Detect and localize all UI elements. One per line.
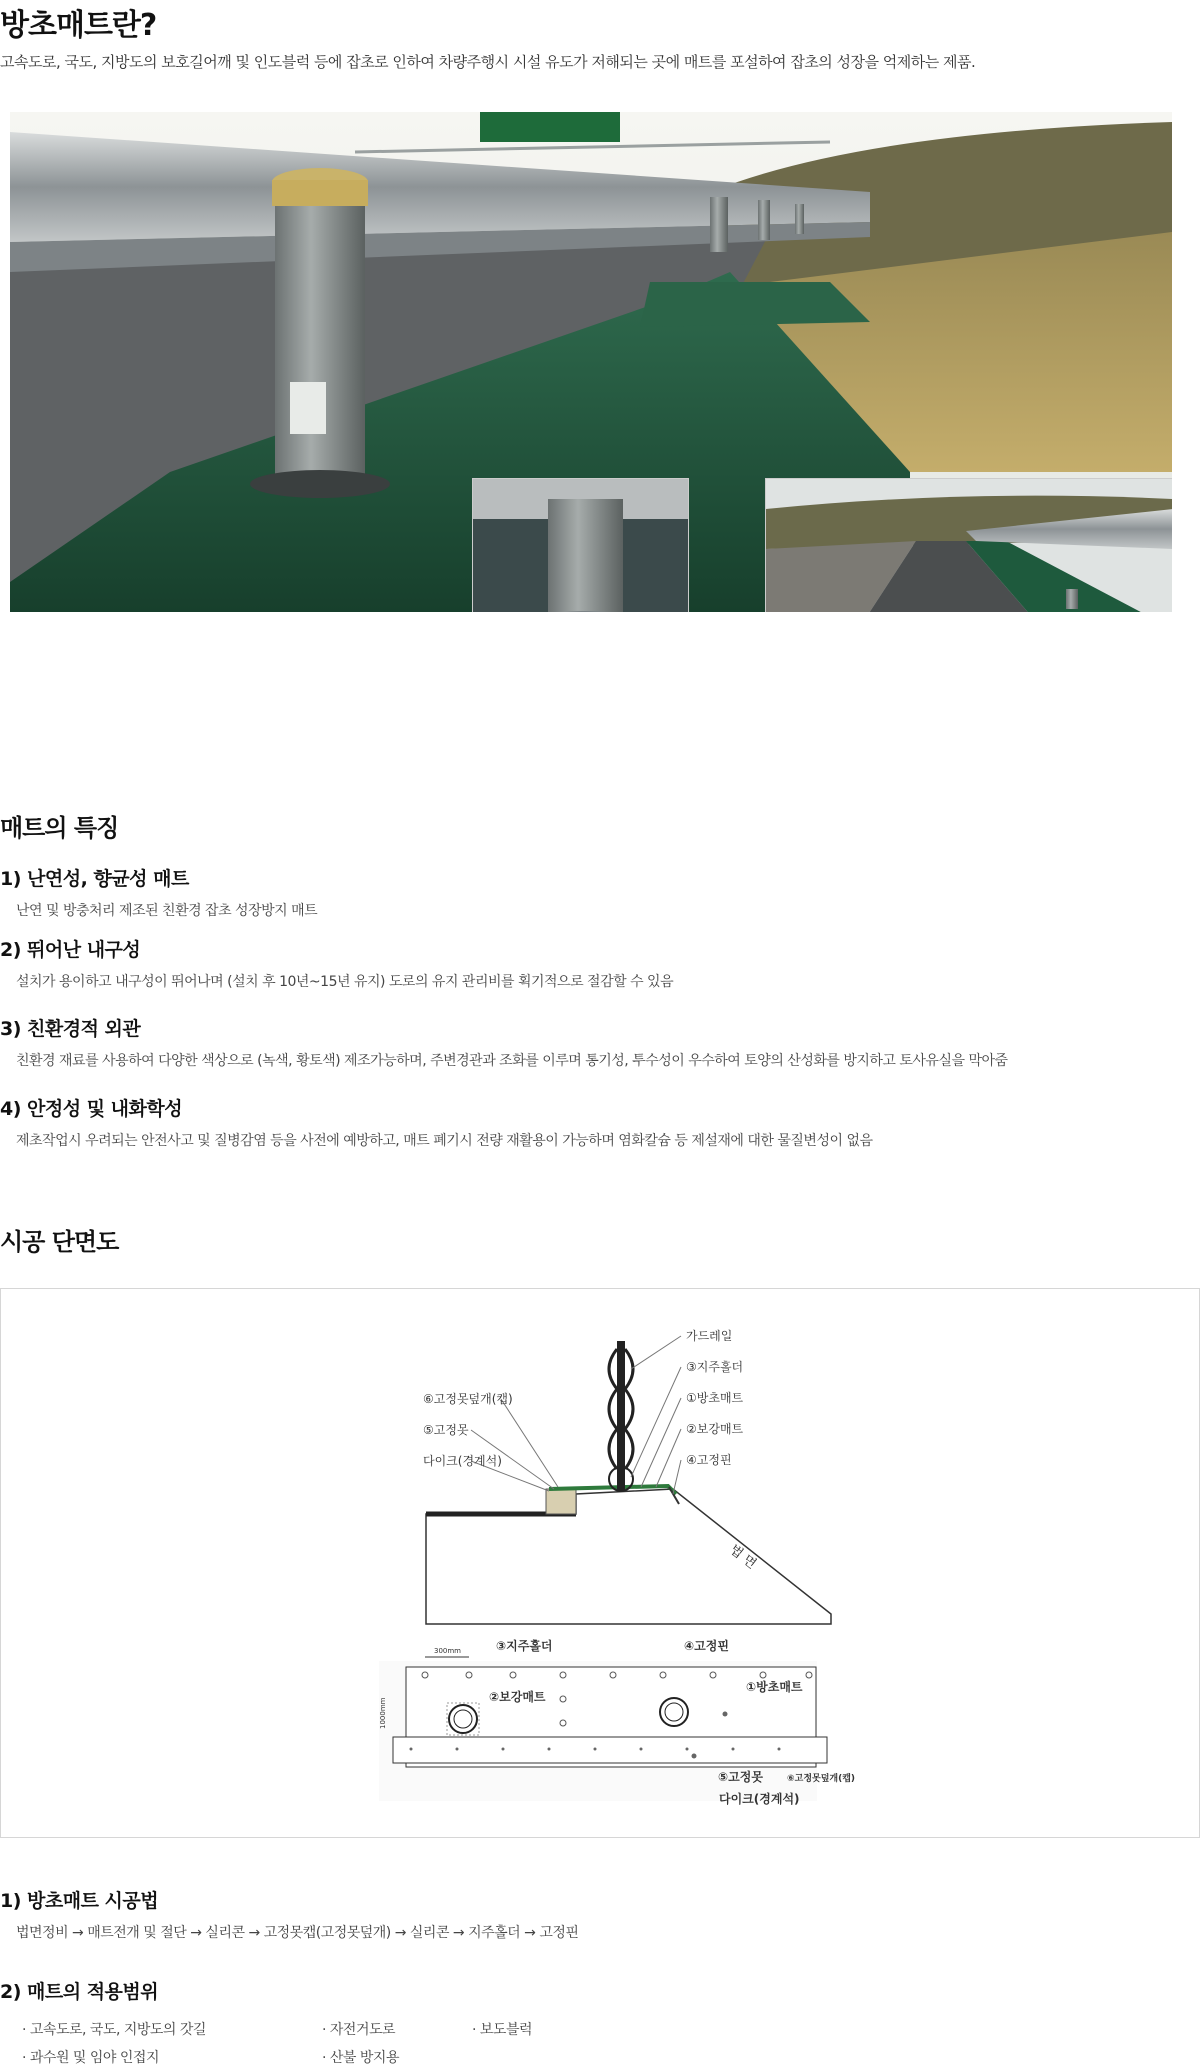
- label-reinforce: ②보강매트: [686, 1422, 744, 1436]
- hero-photo: [10, 112, 1172, 612]
- feature-title-4: 4) 안정성 및 내화학성: [0, 1098, 183, 1120]
- method-steps: 법면정비 → 매트전개 및 절단 → 실리콘 → 고정못캡(고정못덮개) → 실리콘 → 지주홀더 → 고정핀: [16, 1925, 579, 1941]
- label-pin: ④고정핀: [686, 1453, 732, 1467]
- label-holder: ③지주홀더: [686, 1360, 744, 1374]
- cross-section-heading: 시공 단면도: [0, 1228, 119, 1256]
- plan-label-mat: ①방초매트: [746, 1680, 803, 1694]
- scope-title: 2) 매트의 적용범위: [0, 1981, 159, 2003]
- label-dike: 다이크(경계석): [423, 1454, 502, 1468]
- label-height: 1000mm: [379, 1697, 387, 1729]
- label-cap: ⑥고정못덮개(캡): [423, 1392, 513, 1406]
- inset-photo-road: [765, 478, 1172, 612]
- features-heading: 매트의 특징: [0, 814, 119, 842]
- feature-title-2: 2) 뛰어난 내구성: [0, 939, 141, 961]
- label-slope: 법 면: [726, 1542, 759, 1573]
- plan-label-reinforce: ②보강매트: [489, 1690, 546, 1704]
- intro-text: 고속도로, 국도, 지방도의 보호길어깨 및 인도블럭 등에 잡초로 인하여 차량주행시 시설 유도가 저해되는 곳에 매트를 포설하여 잡초의 성장을 억제하는 제품.: [0, 53, 976, 71]
- feature-title-1: 1) 난연성, 향균성 매트: [0, 868, 189, 890]
- scope-item-4: · 과수원 및 임야 인접지: [22, 2050, 159, 2066]
- inset-photo-post: [472, 478, 689, 612]
- cross-section-svg: [1, 1289, 1199, 1837]
- feature-desc-3: 친환경 재료를 사용하여 다양한 색상으로 (녹색, 황토색) 제조가능하며, 주변경관과 조화를 이루며 통기성, 투수성이 우수하여 토양의 산성화를 방지하고 토사유실을 막아줌: [16, 1053, 1008, 1069]
- feature-desc-2: 설치가 용이하고 내구성이 뛰어나며 (설치 후 10년~15년 유지) 도로의 유지 관리비를 획기적으로 절감할 수 있음: [16, 974, 674, 990]
- page-title: 방초매트란?: [0, 8, 157, 43]
- label-spacing: 300mm: [434, 1647, 461, 1655]
- plan-label-cap: ⑥고정못덮개(캡): [787, 1774, 856, 1784]
- scope-item-1: · 고속도로, 국도, 지방도의 갓길: [22, 2022, 206, 2038]
- plan-label-dike: 다이크(경계석): [719, 1792, 800, 1806]
- scope-item-3: · 보도블럭: [472, 2022, 532, 2038]
- plan-label-nail: ⑤고정못: [718, 1770, 763, 1784]
- label-nail: ⑤고정못: [423, 1423, 469, 1437]
- method-title: 1) 방초매트 시공법: [0, 1890, 159, 1912]
- plan-label-holder: ③지주홀더: [496, 1639, 553, 1653]
- label-guardrail: 가드레일: [686, 1329, 733, 1343]
- cross-section-diagram: [0, 1288, 1200, 1838]
- scope-item-2: · 자전거도로: [322, 2022, 396, 2038]
- label-mat: ①방초매트: [686, 1391, 744, 1405]
- feature-desc-4: 제초작업시 우려되는 안전사고 및 질병감염 등을 사전에 예방하고, 매트 폐기시 전량 재활용이 가능하며 염화칼슘 등 제설재에 대한 물질변성이 없음: [16, 1133, 873, 1149]
- feature-desc-1: 난연 및 방충처리 제조된 친환경 잡초 성장방지 매트: [16, 903, 318, 919]
- plan-label-pin: ④고정핀: [684, 1639, 729, 1653]
- feature-title-3: 3) 친환경적 외관: [0, 1018, 141, 1040]
- scope-item-5: · 산불 방지용: [322, 2050, 399, 2066]
